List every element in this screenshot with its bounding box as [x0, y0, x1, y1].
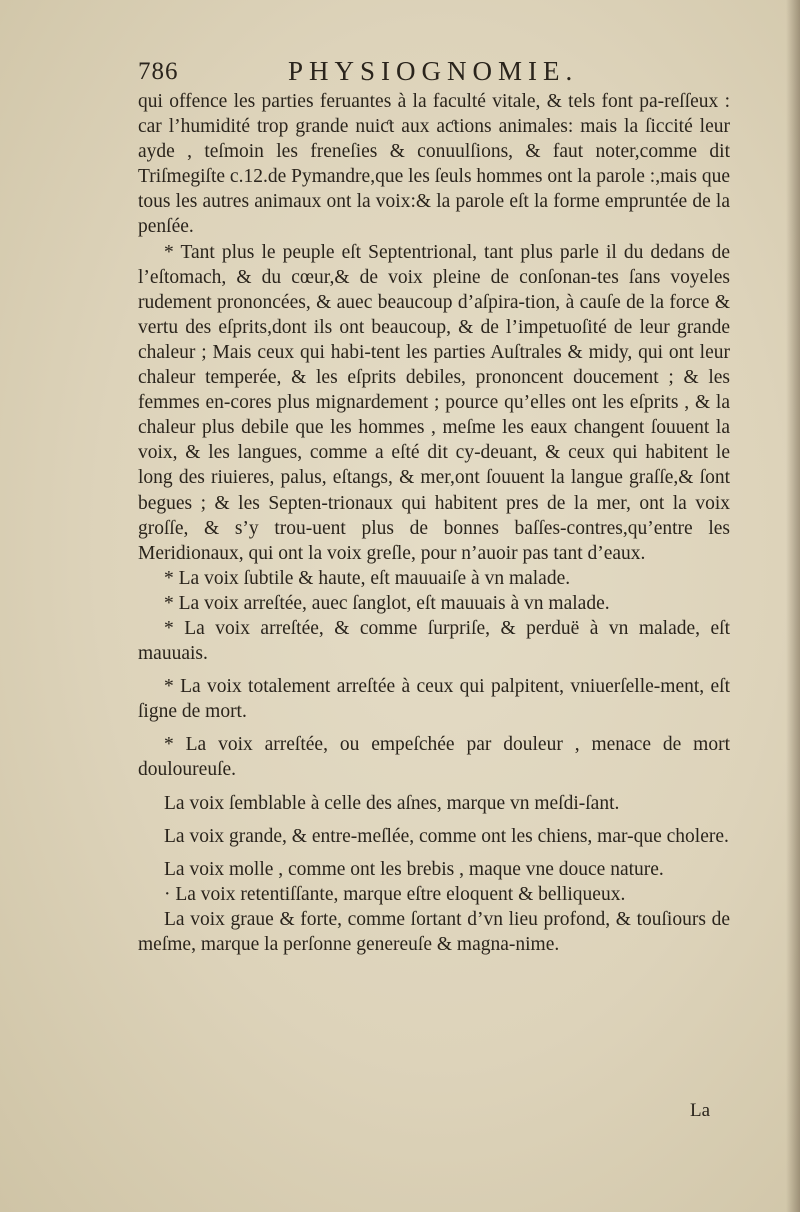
running-title: PHYSIOGNOMIE. [288, 56, 579, 86]
page-header [138, 56, 628, 90]
maxim-item: La voix graue & forte, comme ſortant d’vn lieu profond, & touſiours de meſme, marque la perſonne genereuſe & magna-nime. [138, 908, 730, 955]
page-edge-shadow [786, 0, 800, 1212]
catchword: La [690, 1100, 711, 1121]
maxim-item: * La voix totalement arreſtée à ceux qui palpitent, vniuerſelle-ment, eſt ſigne de mort. [138, 676, 730, 723]
paragraph-septentrional: * Tant plus le peuple eſt Septentrional, tant plus parle il du dedans de l’eſtomach, & du cœur,& de voix pleine de conſonan-tes ſans voyeles rudement prononcées, & auec beaucoup d’aſpira-tion, à cauſe de la force & vertu des eſprits,dont ils ont beaucoup, & de l’impetuoſité de leur grande chaleur ; Mais ceux qui habi-tent les parties Auſtrales & midy, qui ont leur chaleur temperée, & les eſprits debiles, prononcent doucement ; & les femmes en-cores plus mignardement ; pource qu’elles ont les eſprits , & la chaleur plus debile que les hommes , meſme les eaux changent ſouuent la voix, & les langues, comme a eſté dit cy-deuant, & ceux qui habitent le long des riuieres, palus, eſtangs, & mer,ont ſouuent la langue graſſe,& ſont begues ; & les Septen-trionaux qui habitent pres de la mer, ont la voix groſſe, & s’y trou-uent plus de bonnes baſſes-contres,qu’entre les Meridionaux, qui ont la voix greſle, pour n’auoir pas tant d’eaux. [138, 241, 730, 564]
page-number: 786 [138, 58, 179, 85]
maxim-item: La voix ſemblable à celle des aſnes, marque vn meſdi-ſant. [164, 792, 620, 814]
maxim-item: · La voix retentiſſante, marque eſtre eloquent & belliqueux. [164, 883, 626, 905]
maxim-item: La voix molle , comme ont les brebis , maque vne douce nature. [164, 858, 664, 880]
maxim-item: * La voix arreſtée, & comme ſurpriſe, & perduë à vn malade, eſt mauuais. [138, 617, 730, 665]
maxim-item: * La voix ſubtile & haute, eſt mauuaiſe à vn malade. [164, 567, 571, 589]
maxim-item: La voix grande, & entre-meſlée, comme ont les chiens, mar-que cholere. [164, 825, 729, 847]
paragraph-opening: qui offence les parties feruantes à la faculté vitale, & tels font pa-reſſeux : car l’humidité trop grande nuiƈt aux aƈtions animales: mais la ſiccité leur ayde , teſmoin les freneſies & conuulſions, & faut noter,comme dit Triſmegiſte c.12.de Pymandre,que les ſeuls hommes ont la parole :,mais que tous les autres animaux ont la voix:& la parole eſt la forme empruntée de la penſée. [138, 91, 730, 238]
maxim-item: * La voix arreſtée, auec ſanglot, eſt mauuais à vn malade. [164, 592, 610, 614]
maxim-item: * La voix arreſtée, ou empeſchée par douleur , menace de mort douloureuſe. [138, 734, 730, 781]
body-text [138, 89, 730, 957]
